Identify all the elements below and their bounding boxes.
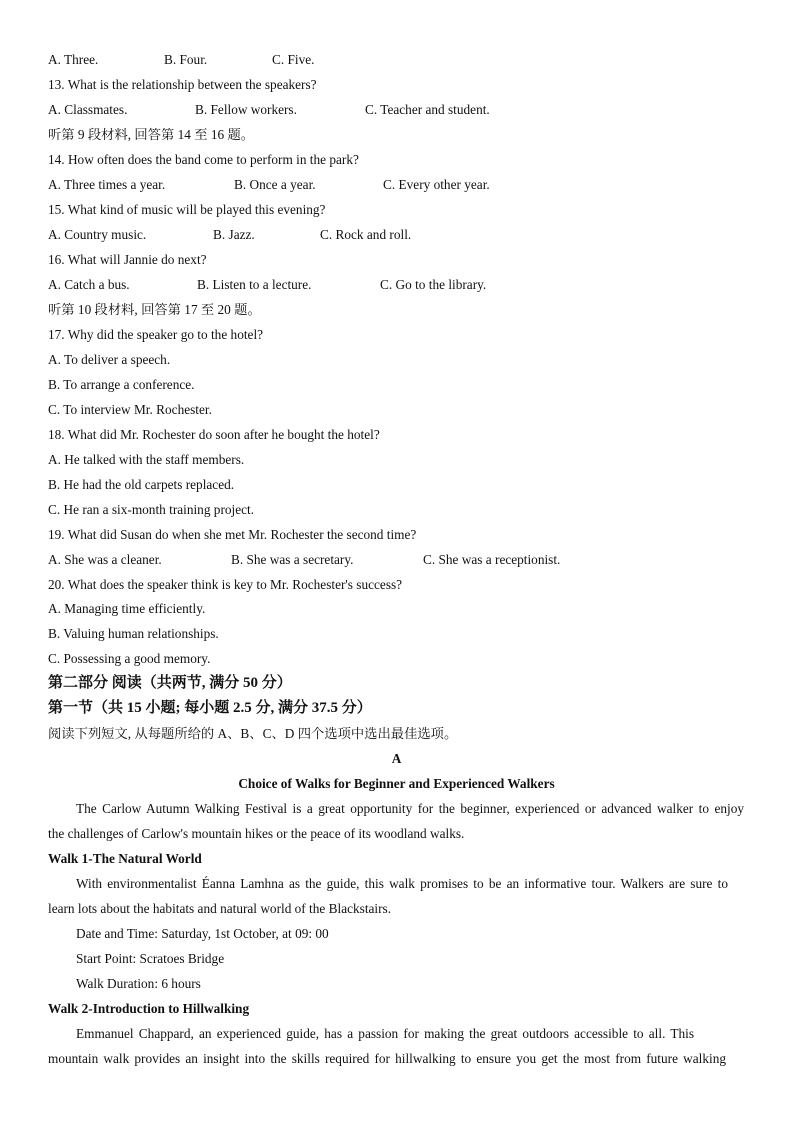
q14-option-c: C. Every other year. (383, 177, 490, 192)
q16-option-b: B. Listen to a lecture. (197, 277, 312, 292)
walk1-desc-line-2: learn lots about the habitats and natural world of the Blackstairs. (48, 901, 392, 916)
q14-option-b: B. Once a year. (234, 177, 316, 192)
q20-option-a: A. Managing time efficiently. (48, 601, 206, 616)
section1-heading: 第一节（共 15 小题; 每小题 2.5 分, 满分 37.5 分） (48, 700, 372, 716)
q20-option-c: C. Possessing a good memory. (48, 651, 211, 666)
instruction-material-9: 听第 9 段材料, 回答第 14 至 16 题。 (48, 127, 255, 142)
passage-title: Choice of Walks for Beginner and Experienced Walkers (238, 776, 555, 791)
passage-letter: A (391, 751, 402, 766)
q13-option-c: C. Teacher and student. (365, 102, 490, 117)
walk2-desc-line-1: Emmanuel Chappard, an experienced guide, has a passion for making the great outdoors accessible to all. This (76, 1026, 694, 1041)
passage-intro-line-2: the challenges of Carlow's mountain hikes or the peace of its woodland walks. (48, 826, 465, 841)
q15-option-a: A. Country music. (48, 227, 147, 242)
q19-option-c: C. She was a receptionist. (423, 552, 561, 567)
q16-option-c: C. Go to the library. (380, 277, 487, 292)
walk2-desc-line-2: mountain walk provides an insight into the skills required for hillwalking to ensure you get the most from future walking (48, 1051, 726, 1066)
q18-option-a: A. He talked with the staff members. (48, 452, 245, 467)
part2-heading: 第二部分 阅读（共两节, 满分 50 分） (48, 675, 292, 691)
q18-question: 18. What did Mr. Rochester do soon after he bought the hotel? (48, 427, 380, 442)
q17-option-a: A. To deliver a speech. (48, 352, 171, 367)
walk2-heading: Walk 2-Introduction to Hillwalking (48, 1001, 250, 1016)
walk1-date: Date and Time: Saturday, 1st October, at 09: 00 (76, 926, 329, 941)
q13-option-b: B. Fellow workers. (195, 102, 297, 117)
passage-intro-line-1: The Carlow Autumn Walking Festival is a great opportunity for the beginner, experienced or advanced walker to enjoy (76, 801, 744, 816)
q18-option-c: C. He ran a six-month training project. (48, 502, 255, 517)
q18-option-b: B. He had the old carpets replaced. (48, 477, 235, 492)
q20-option-b: B. Valuing human relationships. (48, 626, 219, 641)
walk1-heading: Walk 1-The Natural World (48, 851, 202, 866)
q12-option-a: A. Three. (48, 52, 99, 67)
q20-question: 20. What does the speaker think is key to Mr. Rochester's success? (48, 577, 403, 592)
q19-option-b: B. She was a secretary. (231, 552, 354, 567)
q19-option-a: A. She was a cleaner. (48, 552, 162, 567)
reading-instruction: 阅读下列短文, 从每题所给的 A、B、C、D 四个选项中选出最佳选项。 (48, 726, 458, 741)
q14-option-a: A. Three times a year. (48, 177, 166, 192)
q19-question: 19. What did Susan do when she met Mr. Rochester the second time? (48, 527, 417, 542)
q14-question: 14. How often does the band come to perform in the park? (48, 152, 359, 167)
walk1-duration: Walk Duration: 6 hours (76, 976, 201, 991)
q15-option-b: B. Jazz. (213, 227, 255, 242)
walk1-start: Start Point: Scratoes Bridge (76, 951, 225, 966)
q17-option-c: C. To interview Mr. Rochester. (48, 402, 212, 417)
q17-option-b: B. To arrange a conference. (48, 377, 195, 392)
q16-question: 16. What will Jannie do next? (48, 252, 207, 267)
q17-question: 17. Why did the speaker go to the hotel? (48, 327, 264, 342)
q15-question: 15. What kind of music will be played this evening? (48, 202, 326, 217)
instruction-material-10: 听第 10 段材料, 回答第 17 至 20 题。 (48, 302, 261, 317)
q12-option-c: C. Five. (272, 52, 315, 67)
q13-question: 13. What is the relationship between the speakers? (48, 77, 317, 92)
q15-option-c: C. Rock and roll. (320, 227, 412, 242)
walk1-desc-line-1: With environmentalist Éanna Lamhna as the guide, this walk promises to be an informative tour. Walkers are sure to (76, 876, 728, 891)
q13-option-a: A. Classmates. (48, 102, 128, 117)
q16-option-a: A. Catch a bus. (48, 277, 130, 292)
q12-option-b: B. Four. (164, 52, 208, 67)
